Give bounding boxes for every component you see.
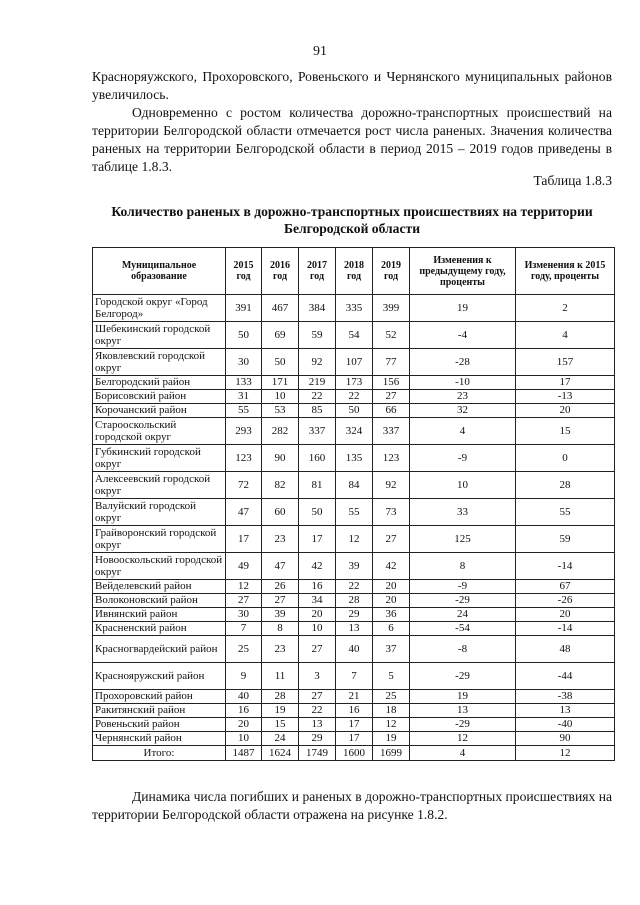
- row-value-cp: 24: [410, 608, 516, 622]
- row-value-v2019: 36: [373, 608, 410, 622]
- row-value-v2015: 25: [226, 636, 262, 663]
- row-value-v2015: 20: [226, 718, 262, 732]
- row-value-cp: 12: [410, 732, 516, 746]
- row-value-v2018: 173: [336, 376, 373, 390]
- row-name: Шебекинский городской округ: [93, 322, 226, 349]
- row-value-v2018: 13: [336, 622, 373, 636]
- injured-table: [92, 247, 615, 761]
- row-name: Корочанский район: [93, 404, 226, 418]
- row-value-v2019: 92: [373, 472, 410, 499]
- row-value-v2016: 19: [262, 704, 299, 718]
- row-value-v2017: 160: [299, 445, 336, 472]
- row-value-v2018: 12: [336, 526, 373, 553]
- row-value-v2019: 20: [373, 594, 410, 608]
- row-value-cp: -9: [410, 580, 516, 594]
- row-value-v2016: 60: [262, 499, 299, 526]
- row-value-v2019: 337: [373, 418, 410, 445]
- row-value-v2016: 53: [262, 404, 299, 418]
- row-value-c15: 90: [516, 732, 615, 746]
- row-value-v2016: 47: [262, 553, 299, 580]
- row-name: Ивнянский район: [93, 608, 226, 622]
- row-name: Грайворонский городской округ: [93, 526, 226, 553]
- row-value-cp: -10: [410, 376, 516, 390]
- row-value-v2016: 23: [262, 636, 299, 663]
- row-value-v2018: 335: [336, 295, 373, 322]
- row-name: Прохоровский район: [93, 690, 226, 704]
- table-row: [93, 690, 615, 704]
- total-value-cp: 4: [410, 746, 516, 761]
- row-value-v2016: 26: [262, 580, 299, 594]
- row-value-cp: -54: [410, 622, 516, 636]
- row-value-c15: -38: [516, 690, 615, 704]
- row-value-v2015: 17: [226, 526, 262, 553]
- header-2015: 2015 год: [226, 248, 262, 295]
- row-value-cp: -9: [410, 445, 516, 472]
- row-value-v2018: 17: [336, 732, 373, 746]
- row-value-v2015: 293: [226, 418, 262, 445]
- row-value-v2018: 16: [336, 704, 373, 718]
- row-value-v2015: 133: [226, 376, 262, 390]
- total-value-v2015: 1487: [226, 746, 262, 761]
- row-value-v2017: 10: [299, 622, 336, 636]
- row-value-v2015: 391: [226, 295, 262, 322]
- row-value-v2017: 22: [299, 390, 336, 404]
- row-value-c15: 20: [516, 608, 615, 622]
- row-name: Волоконовский район: [93, 594, 226, 608]
- row-value-v2017: 16: [299, 580, 336, 594]
- row-value-v2017: 20: [299, 608, 336, 622]
- row-value-cp: 19: [410, 295, 516, 322]
- row-value-c15: 4: [516, 322, 615, 349]
- paragraph-intro: Красноряужского, Прохоровского, Ровеньского и Чернянского муниципальных районов увеличилось.: [92, 69, 612, 102]
- table-row: [93, 295, 615, 322]
- row-name: Чернянский район: [93, 732, 226, 746]
- table-row: [93, 608, 615, 622]
- table-row: [93, 418, 615, 445]
- paragraph-injured: Одновременно с ростом количества дорожно-транспортных происшествий на территории Белгородской области отмечается рост числа раненых. Значения количества раненых на территории Белгородской области в период 2015 – 2019 годов приведены в таблице 1.8.3.: [92, 105, 612, 174]
- row-value-v2018: 21: [336, 690, 373, 704]
- row-value-c15: 28: [516, 472, 615, 499]
- row-value-v2019: 27: [373, 526, 410, 553]
- header-change-2015: Изменения к 2015 году, проценты: [516, 248, 615, 295]
- row-value-v2019: 18: [373, 704, 410, 718]
- row-value-v2019: 77: [373, 349, 410, 376]
- row-value-v2017: 29: [299, 732, 336, 746]
- row-value-v2016: 8: [262, 622, 299, 636]
- row-value-v2019: 5: [373, 663, 410, 690]
- row-value-cp: 10: [410, 472, 516, 499]
- row-value-c15: 48: [516, 636, 615, 663]
- table-header-row: [93, 248, 615, 295]
- row-name: Краснояружский район: [93, 663, 226, 690]
- row-value-v2015: 7: [226, 622, 262, 636]
- row-value-cp: 19: [410, 690, 516, 704]
- table-row: [93, 732, 615, 746]
- row-value-v2019: 73: [373, 499, 410, 526]
- table-row: [93, 472, 615, 499]
- row-value-c15: 55: [516, 499, 615, 526]
- row-value-v2019: 6: [373, 622, 410, 636]
- paragraph-dynamics: Динамика числа погибших и раненых в дорожно-транспортных происшествиях на территории Белгородской области отражена на рисунке 1.8.2.: [92, 789, 612, 822]
- row-value-v2017: 3: [299, 663, 336, 690]
- row-value-v2016: 15: [262, 718, 299, 732]
- row-value-v2018: 324: [336, 418, 373, 445]
- row-value-cp: 125: [410, 526, 516, 553]
- row-value-v2015: 12: [226, 580, 262, 594]
- row-value-cp: 8: [410, 553, 516, 580]
- row-name: Валуйский городской округ: [93, 499, 226, 526]
- table-row: [93, 553, 615, 580]
- row-value-v2016: 82: [262, 472, 299, 499]
- total-value-c15: 12: [516, 746, 615, 761]
- row-value-v2016: 69: [262, 322, 299, 349]
- table-caption: Количество раненых в дорожно-транспортных происшествиях на территории Белгородской области: [111, 204, 593, 236]
- total-value-v2019: 1699: [373, 746, 410, 761]
- row-value-v2019: 399: [373, 295, 410, 322]
- row-value-v2017: 13: [299, 718, 336, 732]
- row-name: Городской округ «Город Белгород»: [93, 295, 226, 322]
- row-value-v2018: 17: [336, 718, 373, 732]
- row-value-c15: 157: [516, 349, 615, 376]
- row-value-cp: -29: [410, 594, 516, 608]
- row-value-v2016: 10: [262, 390, 299, 404]
- row-value-v2018: 50: [336, 404, 373, 418]
- row-value-v2018: 135: [336, 445, 373, 472]
- row-value-v2019: 52: [373, 322, 410, 349]
- row-value-v2018: 84: [336, 472, 373, 499]
- total-label: Итого:: [93, 746, 226, 761]
- row-value-c15: 67: [516, 580, 615, 594]
- row-value-v2018: 7: [336, 663, 373, 690]
- row-value-cp: -28: [410, 349, 516, 376]
- row-value-v2016: 23: [262, 526, 299, 553]
- header-2016: 2016 год: [262, 248, 299, 295]
- row-value-v2015: 27: [226, 594, 262, 608]
- table-row: [93, 404, 615, 418]
- row-value-v2015: 49: [226, 553, 262, 580]
- row-value-c15: -13: [516, 390, 615, 404]
- row-value-v2016: 39: [262, 608, 299, 622]
- row-value-cp: 32: [410, 404, 516, 418]
- table-row: [93, 622, 615, 636]
- row-value-v2017: 27: [299, 690, 336, 704]
- row-value-v2017: 42: [299, 553, 336, 580]
- table-row: [93, 390, 615, 404]
- row-value-v2019: 66: [373, 404, 410, 418]
- table-row: [93, 636, 615, 663]
- row-name: Вейделевский район: [93, 580, 226, 594]
- row-name: Губкинский городской округ: [93, 445, 226, 472]
- row-value-v2016: 24: [262, 732, 299, 746]
- row-value-v2015: 40: [226, 690, 262, 704]
- row-value-cp: -29: [410, 663, 516, 690]
- row-value-cp: 13: [410, 704, 516, 718]
- row-value-c15: 17: [516, 376, 615, 390]
- row-value-c15: -40: [516, 718, 615, 732]
- row-value-v2016: 28: [262, 690, 299, 704]
- row-value-v2015: 31: [226, 390, 262, 404]
- row-value-v2015: 55: [226, 404, 262, 418]
- table-row: [93, 322, 615, 349]
- row-value-c15: -44: [516, 663, 615, 690]
- row-value-v2015: 30: [226, 349, 262, 376]
- row-value-v2016: 171: [262, 376, 299, 390]
- table-row: [93, 580, 615, 594]
- row-value-v2016: 282: [262, 418, 299, 445]
- row-value-v2018: 28: [336, 594, 373, 608]
- row-value-v2017: 22: [299, 704, 336, 718]
- table-row: [93, 594, 615, 608]
- row-name: Ракитянский район: [93, 704, 226, 718]
- row-value-v2018: 22: [336, 390, 373, 404]
- header-change-prev: Изменения к предыдущему году, проценты: [410, 248, 516, 295]
- row-name: Яковлевский городской округ: [93, 349, 226, 376]
- row-value-c15: -14: [516, 553, 615, 580]
- row-value-v2017: 27: [299, 636, 336, 663]
- row-value-c15: 59: [516, 526, 615, 553]
- page-number: 91: [313, 44, 327, 59]
- row-value-v2015: 9: [226, 663, 262, 690]
- header-2018: 2018 год: [336, 248, 373, 295]
- row-value-v2015: 47: [226, 499, 262, 526]
- table-row: [93, 499, 615, 526]
- row-value-v2019: 156: [373, 376, 410, 390]
- row-value-v2018: 40: [336, 636, 373, 663]
- row-value-cp: 23: [410, 390, 516, 404]
- row-value-c15: 15: [516, 418, 615, 445]
- row-name: Белгородский район: [93, 376, 226, 390]
- row-value-v2019: 27: [373, 390, 410, 404]
- row-name: Старооскольский городской округ: [93, 418, 226, 445]
- header-2019: 2019 год: [373, 248, 410, 295]
- table-total-row: [93, 746, 615, 761]
- row-value-v2019: 19: [373, 732, 410, 746]
- row-value-v2018: 22: [336, 580, 373, 594]
- row-value-v2016: 467: [262, 295, 299, 322]
- row-value-v2017: 92: [299, 349, 336, 376]
- row-value-v2016: 50: [262, 349, 299, 376]
- row-name: Красненский район: [93, 622, 226, 636]
- table-row: [93, 349, 615, 376]
- row-value-c15: -14: [516, 622, 615, 636]
- total-value-v2016: 1624: [262, 746, 299, 761]
- row-name: Новооскольский городской округ: [93, 553, 226, 580]
- row-value-v2018: 55: [336, 499, 373, 526]
- total-value-v2017: 1749: [299, 746, 336, 761]
- row-value-v2018: 39: [336, 553, 373, 580]
- row-value-v2017: 384: [299, 295, 336, 322]
- row-name: Борисовский район: [93, 390, 226, 404]
- row-value-v2018: 29: [336, 608, 373, 622]
- row-value-v2015: 30: [226, 608, 262, 622]
- row-value-v2017: 85: [299, 404, 336, 418]
- table-row: [93, 663, 615, 690]
- table-label: Таблица 1.8.3: [533, 173, 612, 188]
- table-row: [93, 704, 615, 718]
- table-row: [93, 526, 615, 553]
- row-name: Ровеньский район: [93, 718, 226, 732]
- row-value-cp: 33: [410, 499, 516, 526]
- row-value-c15: 20: [516, 404, 615, 418]
- row-value-cp: -29: [410, 718, 516, 732]
- row-value-v2015: 123: [226, 445, 262, 472]
- row-value-v2019: 42: [373, 553, 410, 580]
- row-name: Алексеевский городской округ: [93, 472, 226, 499]
- row-value-c15: 13: [516, 704, 615, 718]
- row-value-v2015: 10: [226, 732, 262, 746]
- table-row: [93, 718, 615, 732]
- row-value-v2017: 50: [299, 499, 336, 526]
- row-value-v2019: 25: [373, 690, 410, 704]
- row-value-v2017: 34: [299, 594, 336, 608]
- row-value-cp: -4: [410, 322, 516, 349]
- row-value-cp: 4: [410, 418, 516, 445]
- row-value-v2016: 27: [262, 594, 299, 608]
- header-name: Муниципальное образование: [93, 248, 226, 295]
- row-value-cp: -8: [410, 636, 516, 663]
- row-value-v2018: 54: [336, 322, 373, 349]
- row-value-v2015: 50: [226, 322, 262, 349]
- table-row: [93, 376, 615, 390]
- header-2017: 2017 год: [299, 248, 336, 295]
- row-value-v2019: 123: [373, 445, 410, 472]
- total-value-v2018: 1600: [336, 746, 373, 761]
- row-value-v2017: 337: [299, 418, 336, 445]
- row-value-v2017: 81: [299, 472, 336, 499]
- row-value-v2016: 90: [262, 445, 299, 472]
- row-name: Красногвардейский район: [93, 636, 226, 663]
- row-value-c15: 2: [516, 295, 615, 322]
- row-value-v2019: 12: [373, 718, 410, 732]
- row-value-v2015: 72: [226, 472, 262, 499]
- table-row: [93, 445, 615, 472]
- row-value-v2015: 16: [226, 704, 262, 718]
- row-value-v2017: 59: [299, 322, 336, 349]
- row-value-v2018: 107: [336, 349, 373, 376]
- row-value-v2019: 20: [373, 580, 410, 594]
- row-value-c15: -26: [516, 594, 615, 608]
- row-value-v2017: 219: [299, 376, 336, 390]
- row-value-v2017: 17: [299, 526, 336, 553]
- row-value-c15: 0: [516, 445, 615, 472]
- row-value-v2019: 37: [373, 636, 410, 663]
- row-value-v2016: 11: [262, 663, 299, 690]
